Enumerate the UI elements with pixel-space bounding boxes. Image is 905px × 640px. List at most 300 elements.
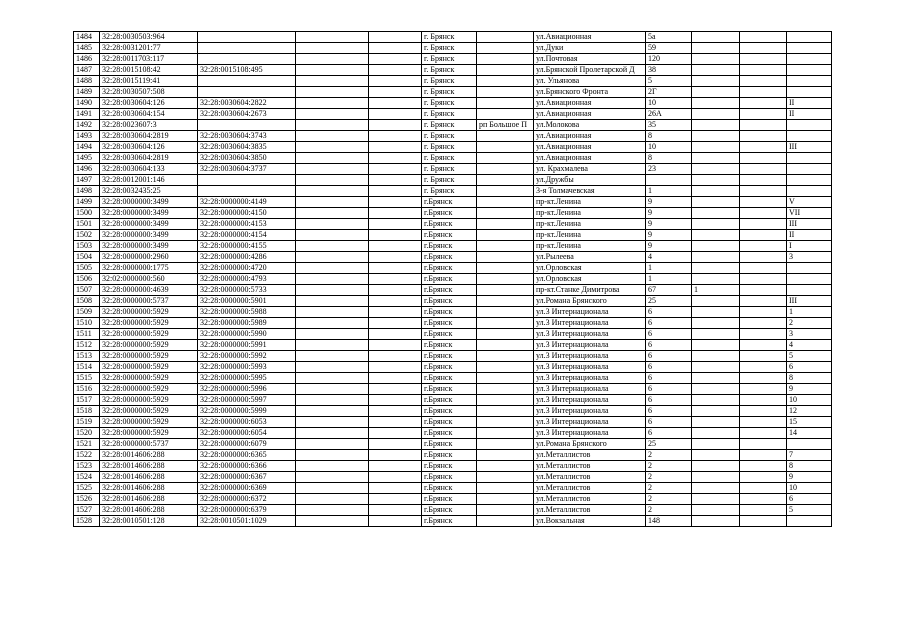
premises-number-cell: III <box>787 142 832 153</box>
building-cell <box>692 516 740 527</box>
building-cell <box>692 329 740 340</box>
row-number-cell: 1525 <box>74 483 100 494</box>
city-cell: г.Брянск <box>422 439 477 450</box>
building-cell <box>692 274 740 285</box>
table-row <box>74 153 832 164</box>
locality-cell <box>477 76 534 87</box>
empty-cell <box>369 120 422 131</box>
row-number-cell: 1515 <box>74 373 100 384</box>
registry-table <box>73 31 832 527</box>
premises-cadastral-number-cell: 32:28:0000000:5995 <box>198 373 296 384</box>
empty-cell <box>740 329 787 340</box>
house-number-cell: 25 <box>646 296 692 307</box>
house-number-cell: 23 <box>646 164 692 175</box>
premises-cadastral-number-cell: 32:28:0000000:5990 <box>198 329 296 340</box>
premises-number-cell: V <box>787 197 832 208</box>
premises-number-cell: 6 <box>787 494 832 505</box>
registry-table-body <box>74 32 832 527</box>
locality-cell <box>477 208 534 219</box>
locality-cell <box>477 505 534 516</box>
street-cell: ул.Авиационная <box>534 98 646 109</box>
premises-cadastral-number-cell: 32:28:0000000:6369 <box>198 483 296 494</box>
locality-cell <box>477 197 534 208</box>
locality-cell <box>477 252 534 263</box>
table-row <box>74 285 832 296</box>
house-number-cell: 9 <box>646 241 692 252</box>
empty-cell <box>296 230 369 241</box>
table-row <box>74 175 832 186</box>
premises-number-cell: II <box>787 98 832 109</box>
locality-cell <box>477 450 534 461</box>
city-cell: г. Брянск <box>422 142 477 153</box>
street-cell: ул.3 Интернационала <box>534 340 646 351</box>
street-cell: ул. Крахмалева <box>534 164 646 175</box>
premises-cadastral-number-cell: 32:28:0000000:5988 <box>198 307 296 318</box>
locality-cell <box>477 461 534 472</box>
street-cell: пр-кт.Ленина <box>534 230 646 241</box>
empty-cell <box>296 505 369 516</box>
table-row <box>74 351 832 362</box>
building-cell <box>692 208 740 219</box>
table-row <box>74 76 832 87</box>
locality-cell <box>477 417 534 428</box>
premises-number-cell: 8 <box>787 373 832 384</box>
row-number-cell: 1516 <box>74 384 100 395</box>
row-number-cell: 1510 <box>74 318 100 329</box>
premises-cadastral-number-cell <box>198 186 296 197</box>
building-cell <box>692 32 740 43</box>
cadastral-number-cell: 32:28:0012001:146 <box>100 175 198 186</box>
row-number-cell: 1524 <box>74 472 100 483</box>
table-row <box>74 252 832 263</box>
city-cell: г. Брянск <box>422 109 477 120</box>
cadastral-number-cell: 32:28:0030604:2819 <box>100 131 198 142</box>
city-cell: г.Брянск <box>422 219 477 230</box>
locality-cell <box>477 340 534 351</box>
empty-cell <box>740 54 787 65</box>
premises-number-cell <box>787 175 832 186</box>
empty-cell <box>296 120 369 131</box>
locality-cell <box>477 285 534 296</box>
locality-cell <box>477 373 534 384</box>
city-cell: г.Брянск <box>422 307 477 318</box>
city-cell: г.Брянск <box>422 461 477 472</box>
cadastral-number-cell: 32:28:0000000:5929 <box>100 340 198 351</box>
locality-cell <box>477 131 534 142</box>
building-cell <box>692 340 740 351</box>
empty-cell <box>740 428 787 439</box>
building-cell <box>692 351 740 362</box>
building-cell <box>692 131 740 142</box>
premises-number-cell <box>787 43 832 54</box>
street-cell: ул.Авиационная <box>534 142 646 153</box>
table-row <box>74 142 832 153</box>
building-cell <box>692 406 740 417</box>
premises-cadastral-number-cell: 32:28:0000000:4149 <box>198 197 296 208</box>
empty-cell <box>369 142 422 153</box>
premises-number-cell: 6 <box>787 362 832 373</box>
empty-cell <box>369 406 422 417</box>
empty-cell <box>740 472 787 483</box>
city-cell: г. Брянск <box>422 131 477 142</box>
building-cell <box>692 505 740 516</box>
premises-number-cell <box>787 153 832 164</box>
premises-number-cell: 9 <box>787 384 832 395</box>
house-number-cell: 6 <box>646 318 692 329</box>
street-cell: ул.Дружбы <box>534 175 646 186</box>
empty-cell <box>369 197 422 208</box>
locality-cell <box>477 494 534 505</box>
street-cell: ул.Металлистов <box>534 505 646 516</box>
table-row <box>74 186 832 197</box>
empty-cell <box>369 263 422 274</box>
building-cell <box>692 219 740 230</box>
cadastral-number-cell: 32:28:0030503:964 <box>100 32 198 43</box>
building-cell <box>692 230 740 241</box>
city-cell: г.Брянск <box>422 241 477 252</box>
premises-cadastral-number-cell: 32:28:0000000:5991 <box>198 340 296 351</box>
empty-cell <box>296 142 369 153</box>
empty-cell <box>296 362 369 373</box>
row-number-cell: 1519 <box>74 417 100 428</box>
house-number-cell: 6 <box>646 307 692 318</box>
city-cell: г.Брянск <box>422 208 477 219</box>
empty-cell <box>369 109 422 120</box>
empty-cell <box>740 395 787 406</box>
empty-cell <box>740 483 787 494</box>
row-number-cell: 1487 <box>74 65 100 76</box>
house-number-cell: 6 <box>646 373 692 384</box>
empty-cell <box>740 87 787 98</box>
empty-cell <box>740 153 787 164</box>
table-row <box>74 362 832 373</box>
cadastral-number-cell: 32:28:0000000:5929 <box>100 417 198 428</box>
empty-cell <box>296 516 369 527</box>
empty-cell <box>740 142 787 153</box>
city-cell: г.Брянск <box>422 483 477 494</box>
house-number-cell: 10 <box>646 142 692 153</box>
building-cell: 1 <box>692 285 740 296</box>
empty-cell <box>296 219 369 230</box>
locality-cell <box>477 351 534 362</box>
empty-cell <box>369 417 422 428</box>
city-cell: г. Брянск <box>422 120 477 131</box>
street-cell: ул.Авиационная <box>534 153 646 164</box>
cadastral-number-cell: 32:28:0000000:5929 <box>100 307 198 318</box>
empty-cell <box>296 296 369 307</box>
cadastral-number-cell: 32:28:0000000:3499 <box>100 197 198 208</box>
empty-cell <box>369 307 422 318</box>
cadastral-number-cell: 32:28:0015119:41 <box>100 76 198 87</box>
empty-cell <box>369 76 422 87</box>
street-cell: 3-я Толмачевская <box>534 186 646 197</box>
locality-cell <box>477 472 534 483</box>
premises-cadastral-number-cell: 32:28:0030604:3850 <box>198 153 296 164</box>
house-number-cell: 8 <box>646 131 692 142</box>
empty-cell <box>740 252 787 263</box>
row-number-cell: 1500 <box>74 208 100 219</box>
cadastral-number-cell: 32:28:0014606:288 <box>100 483 198 494</box>
house-number-cell: 6 <box>646 362 692 373</box>
cadastral-number-cell: 32:28:0000000:5929 <box>100 395 198 406</box>
city-cell: г. Брянск <box>422 43 477 54</box>
table-row <box>74 340 832 351</box>
building-cell <box>692 494 740 505</box>
premises-number-cell <box>787 285 832 296</box>
street-cell: ул.3 Интернационала <box>534 428 646 439</box>
house-number-cell: 1 <box>646 274 692 285</box>
premises-cadastral-number-cell <box>198 87 296 98</box>
locality-cell <box>477 384 534 395</box>
street-cell: ул.3 Интернационала <box>534 384 646 395</box>
house-number-cell: 1 <box>646 186 692 197</box>
empty-cell <box>296 208 369 219</box>
city-cell: г.Брянск <box>422 384 477 395</box>
cadastral-number-cell: 32:28:0015108:42 <box>100 65 198 76</box>
empty-cell <box>369 186 422 197</box>
premises-number-cell <box>787 76 832 87</box>
house-number-cell: 6 <box>646 384 692 395</box>
city-cell: г.Брянск <box>422 252 477 263</box>
table-row <box>74 197 832 208</box>
building-cell <box>692 87 740 98</box>
empty-cell <box>369 131 422 142</box>
cadastral-number-cell: 32:28:0014606:288 <box>100 505 198 516</box>
row-number-cell: 1508 <box>74 296 100 307</box>
street-cell: ул.Дуки <box>534 43 646 54</box>
premises-number-cell <box>787 439 832 450</box>
premises-cadastral-number-cell: 32:28:0000000:6054 <box>198 428 296 439</box>
empty-cell <box>740 505 787 516</box>
house-number-cell: 2 <box>646 505 692 516</box>
premises-number-cell <box>787 32 832 43</box>
cadastral-number-cell: 32:28:0000000:3499 <box>100 241 198 252</box>
row-number-cell: 1520 <box>74 428 100 439</box>
locality-cell <box>477 65 534 76</box>
building-cell <box>692 296 740 307</box>
premises-number-cell: 9 <box>787 472 832 483</box>
city-cell: г.Брянск <box>422 505 477 516</box>
city-cell: г. Брянск <box>422 175 477 186</box>
row-number-cell: 1513 <box>74 351 100 362</box>
row-number-cell: 1512 <box>74 340 100 351</box>
table-row <box>74 208 832 219</box>
house-number-cell: 6 <box>646 428 692 439</box>
empty-cell <box>740 186 787 197</box>
premises-cadastral-number-cell: 32:28:0000000:4155 <box>198 241 296 252</box>
empty-cell <box>369 494 422 505</box>
city-cell: г. Брянск <box>422 32 477 43</box>
empty-cell <box>369 461 422 472</box>
street-cell: ул.3 Интернационала <box>534 318 646 329</box>
table-row <box>74 417 832 428</box>
empty-cell <box>296 153 369 164</box>
empty-cell <box>369 285 422 296</box>
row-number-cell: 1496 <box>74 164 100 175</box>
city-cell: г.Брянск <box>422 351 477 362</box>
empty-cell <box>296 351 369 362</box>
locality-cell <box>477 142 534 153</box>
locality-cell <box>477 87 534 98</box>
empty-cell <box>740 164 787 175</box>
locality-cell: рп Большое П <box>477 120 534 131</box>
building-cell <box>692 263 740 274</box>
house-number-cell: 9 <box>646 230 692 241</box>
table-row <box>74 98 832 109</box>
cadastral-number-cell: 32:28:0014606:288 <box>100 461 198 472</box>
empty-cell <box>369 395 422 406</box>
table-row <box>74 164 832 175</box>
premises-number-cell: 5 <box>787 351 832 362</box>
empty-cell <box>296 428 369 439</box>
street-cell: ул.Металлистов <box>534 472 646 483</box>
empty-cell <box>296 329 369 340</box>
empty-cell <box>369 175 422 186</box>
row-number-cell: 1517 <box>74 395 100 406</box>
house-number-cell: 4 <box>646 252 692 263</box>
empty-cell <box>740 296 787 307</box>
premises-cadastral-number-cell: 32:28:0030604:3743 <box>198 131 296 142</box>
row-number-cell: 1514 <box>74 362 100 373</box>
premises-number-cell <box>787 65 832 76</box>
table-row <box>74 461 832 472</box>
building-cell <box>692 153 740 164</box>
street-cell: ул.Рылеева <box>534 252 646 263</box>
city-cell: г. Брянск <box>422 186 477 197</box>
building-cell <box>692 241 740 252</box>
empty-cell <box>369 252 422 263</box>
premises-cadastral-number-cell: 32:28:0000000:5996 <box>198 384 296 395</box>
city-cell: г. Брянск <box>422 164 477 175</box>
premises-cadastral-number-cell: 32:28:0030604:3737 <box>198 164 296 175</box>
empty-cell <box>296 373 369 384</box>
building-cell <box>692 373 740 384</box>
locality-cell <box>477 219 534 230</box>
cadastral-number-cell: 32:28:0032435:25 <box>100 186 198 197</box>
empty-cell <box>296 241 369 252</box>
cadastral-number-cell: 32:28:0030604:133 <box>100 164 198 175</box>
cadastral-number-cell: 32:28:0030507:508 <box>100 87 198 98</box>
table-row <box>74 43 832 54</box>
premises-number-cell <box>787 54 832 65</box>
table-row <box>74 450 832 461</box>
premises-cadastral-number-cell: 32:28:0000000:6367 <box>198 472 296 483</box>
locality-cell <box>477 307 534 318</box>
building-cell <box>692 76 740 87</box>
empty-cell <box>740 318 787 329</box>
row-number-cell: 1505 <box>74 263 100 274</box>
cadastral-number-cell: 32:28:0000000:5929 <box>100 428 198 439</box>
table-row <box>74 263 832 274</box>
empty-cell <box>296 98 369 109</box>
premises-cadastral-number-cell: 32:28:0010501:1029 <box>198 516 296 527</box>
city-cell: г.Брянск <box>422 274 477 285</box>
empty-cell <box>740 373 787 384</box>
house-number-cell: 59 <box>646 43 692 54</box>
empty-cell <box>740 98 787 109</box>
city-cell: г.Брянск <box>422 406 477 417</box>
premises-number-cell <box>787 87 832 98</box>
locality-cell <box>477 175 534 186</box>
city-cell: г.Брянск <box>422 472 477 483</box>
house-number-cell: 10 <box>646 98 692 109</box>
locality-cell <box>477 109 534 120</box>
premises-number-cell: 2 <box>787 318 832 329</box>
cadastral-number-cell: 32:28:0030604:126 <box>100 142 198 153</box>
street-cell: ул.Орловская <box>534 263 646 274</box>
locality-cell <box>477 54 534 65</box>
empty-cell <box>296 197 369 208</box>
premises-number-cell: III <box>787 219 832 230</box>
locality-cell <box>477 428 534 439</box>
city-cell: г.Брянск <box>422 373 477 384</box>
table-row <box>74 472 832 483</box>
street-cell: ул.Металлистов <box>534 483 646 494</box>
locality-cell <box>477 263 534 274</box>
locality-cell <box>477 153 534 164</box>
premises-cadastral-number-cell: 32:28:0000000:5992 <box>198 351 296 362</box>
house-number-cell: 5а <box>646 32 692 43</box>
house-number-cell: 148 <box>646 516 692 527</box>
locality-cell <box>477 164 534 175</box>
empty-cell <box>296 483 369 494</box>
premises-cadastral-number-cell: 32:28:0000000:4153 <box>198 219 296 230</box>
empty-cell <box>740 516 787 527</box>
premises-cadastral-number-cell: 32:28:0000000:4150 <box>198 208 296 219</box>
table-row <box>74 373 832 384</box>
city-cell: г. Брянск <box>422 54 477 65</box>
premises-number-cell <box>787 164 832 175</box>
empty-cell <box>740 285 787 296</box>
empty-cell <box>369 384 422 395</box>
street-cell: ул.Авиационная <box>534 131 646 142</box>
empty-cell <box>296 439 369 450</box>
city-cell: г.Брянск <box>422 450 477 461</box>
empty-cell <box>296 318 369 329</box>
locality-cell <box>477 362 534 373</box>
house-number-cell: 8 <box>646 153 692 164</box>
empty-cell <box>369 274 422 285</box>
row-number-cell: 1490 <box>74 98 100 109</box>
empty-cell <box>369 450 422 461</box>
city-cell: г.Брянск <box>422 329 477 340</box>
cadastral-number-cell: 32:28:0030604:2819 <box>100 153 198 164</box>
premises-number-cell: 7 <box>787 450 832 461</box>
empty-cell <box>740 340 787 351</box>
premises-cadastral-number-cell: 32:28:0030604:3835 <box>198 142 296 153</box>
empty-cell <box>369 43 422 54</box>
premises-number-cell: 8 <box>787 461 832 472</box>
house-number-cell: 9 <box>646 219 692 230</box>
premises-number-cell: 5 <box>787 505 832 516</box>
cadastral-number-cell: 32:28:0031201:77 <box>100 43 198 54</box>
row-number-cell: 1484 <box>74 32 100 43</box>
house-number-cell: 67 <box>646 285 692 296</box>
empty-cell <box>296 43 369 54</box>
cadastral-number-cell: 32:28:0000000:5737 <box>100 296 198 307</box>
building-cell <box>692 439 740 450</box>
table-row <box>74 318 832 329</box>
building-cell <box>692 65 740 76</box>
empty-cell <box>740 219 787 230</box>
premises-cadastral-number-cell <box>198 120 296 131</box>
row-number-cell: 1509 <box>74 307 100 318</box>
street-cell: ул.Металлистов <box>534 461 646 472</box>
premises-cadastral-number-cell: 32:28:0000000:6372 <box>198 494 296 505</box>
cadastral-number-cell: 32:28:0010501:128 <box>100 516 198 527</box>
city-cell: г.Брянск <box>422 197 477 208</box>
empty-cell <box>740 197 787 208</box>
